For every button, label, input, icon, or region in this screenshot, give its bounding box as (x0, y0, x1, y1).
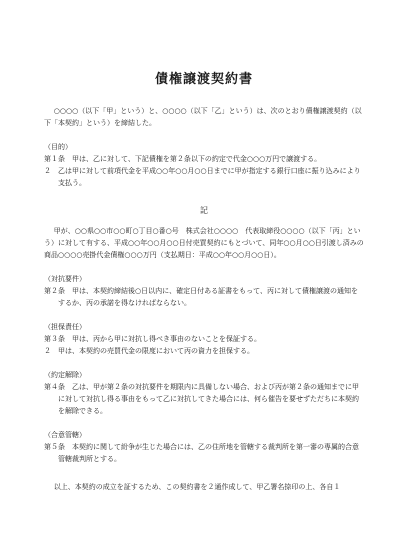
section-purpose (44, 141, 364, 189)
clause-item: 第５条 本契約に関して紛争が生じた場合には、乙の住所地を管轄する裁判所を第一審の専属的合意管轄裁判所とする。 (44, 443, 359, 463)
clause-item: 第１条 甲は、乙に対して、下記債権を第２条以下の約定で代金○○○万円で譲渡する。 (44, 155, 322, 163)
clause-item: 第３条 甲は、丙から甲に対抗し得べき事由のないことを保証する。 (44, 335, 261, 343)
clause-item: ２ 乙は甲に対して前項代金を平成○○年○○月○○日までに甲が指定する銀行口座に振り込みにより支払う。 (44, 167, 361, 187)
ki-heading: 記 (200, 206, 208, 215)
intro-paragraph: ○○○○（以下「甲」という）と、○○○○（以下「乙」という）は、次のとおり債権譲渡契約（以下「本契約」という）を締結した。 (44, 107, 362, 127)
document-title: 債権譲渡契約書 (154, 72, 253, 87)
section-warranty (44, 321, 364, 357)
closing-paragraph: 以上、本契約の成立を証するため、この契約書を２通作成して、甲乙署名捺印の上、各自１ (53, 483, 341, 491)
section-heading: （対抗要件） (44, 275, 86, 283)
section-heading: （約定解除） (44, 371, 86, 379)
section-jurisdiction (44, 429, 364, 465)
clause-item: 第２条 甲は、本契約締結後○日以内に、確定日付ある証書をもって、丙に対して債権譲渡の通知をするか、丙の承諾を得なければならない。 (44, 287, 358, 307)
section-perfection (44, 273, 364, 309)
section-heading: （目的） (44, 143, 72, 151)
section-heading: （担保責任） (44, 323, 86, 331)
clause-item: 第４条 乙は、甲が第２条の対抗要件を期限内に具備しない場合、および丙が第２条の通知までに甲に対して対抗し得る事由をもって乙に対抗してきた場合には、何ら催告を要せずただちに本契約を解除できる。 (44, 383, 359, 415)
section-termination (44, 369, 364, 417)
ki-body-paragraph: 甲が、○○県○○市○○町○丁目○番○号 株式会社○○○○ 代表取締役○○○○（以下「丙」という）に対して有する、平成○○年○○月○○日付売買契約にもとづいて、同年○○月○○日引渡し済みの商品○○○○売掛代金債権○○○万円（支払期日：平成○○年○○月○○日）。 (44, 227, 364, 259)
clause-item: ２ 甲は、本契約の売買代金の限度において丙の資力を担保する。 (44, 347, 254, 355)
section-heading: （合意管轄） (44, 431, 86, 439)
